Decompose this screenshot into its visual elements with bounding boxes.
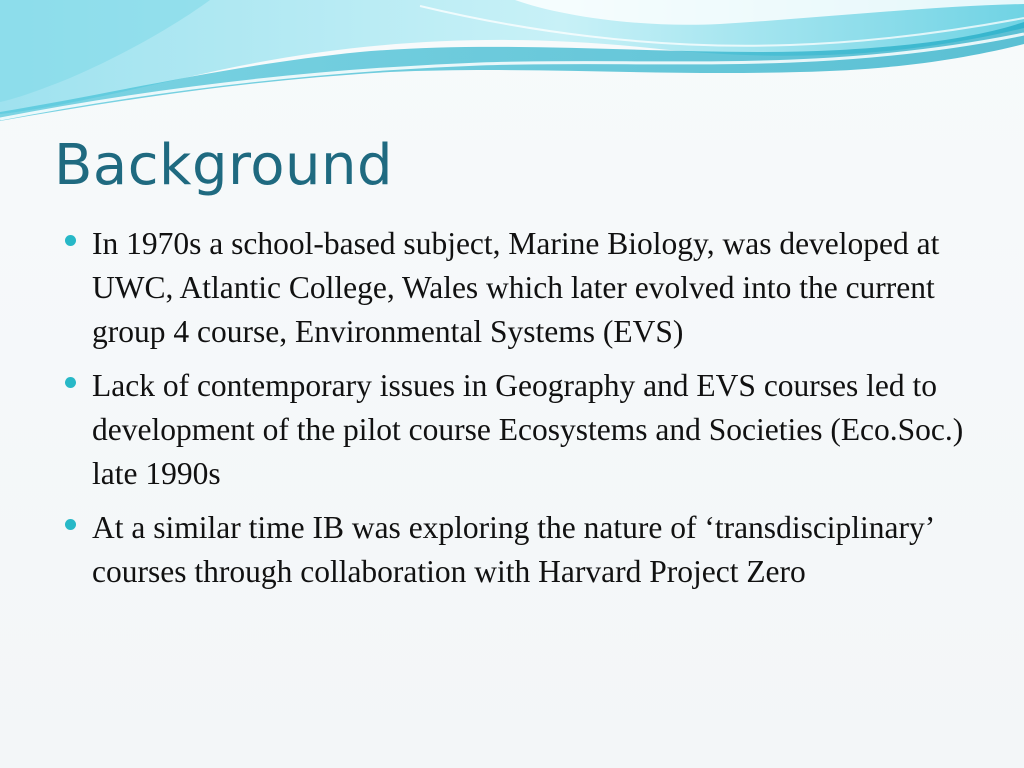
decorative-wave-header: [0, 0, 1024, 130]
bullet-marker-icon: [65, 377, 76, 388]
bullet-text: Lack of contemporary issues in Geography and EVS courses led to development of the pilot course Ecosystems and Societies (Eco.Soc.) late 1990s: [92, 368, 964, 491]
slide-title: Background: [54, 133, 394, 198]
bullet-text: At a similar time IB was exploring the nature of ‘transdisciplinary’ courses through collaboration with Harvard Project Zero: [92, 510, 933, 589]
bullet-marker-icon: [65, 519, 76, 530]
bullet-text: In 1970s a school-based subject, Marine Biology, was developed at UWC, Atlantic College, Wales which later evolved into the current group 4 course, Environmental Systems (EVS): [92, 226, 940, 349]
bullet-list: [92, 222, 992, 604]
bullet-item: [92, 222, 992, 354]
bullet-marker-icon: [65, 235, 76, 246]
bullet-item: [92, 506, 992, 594]
bullet-item: [92, 364, 992, 496]
